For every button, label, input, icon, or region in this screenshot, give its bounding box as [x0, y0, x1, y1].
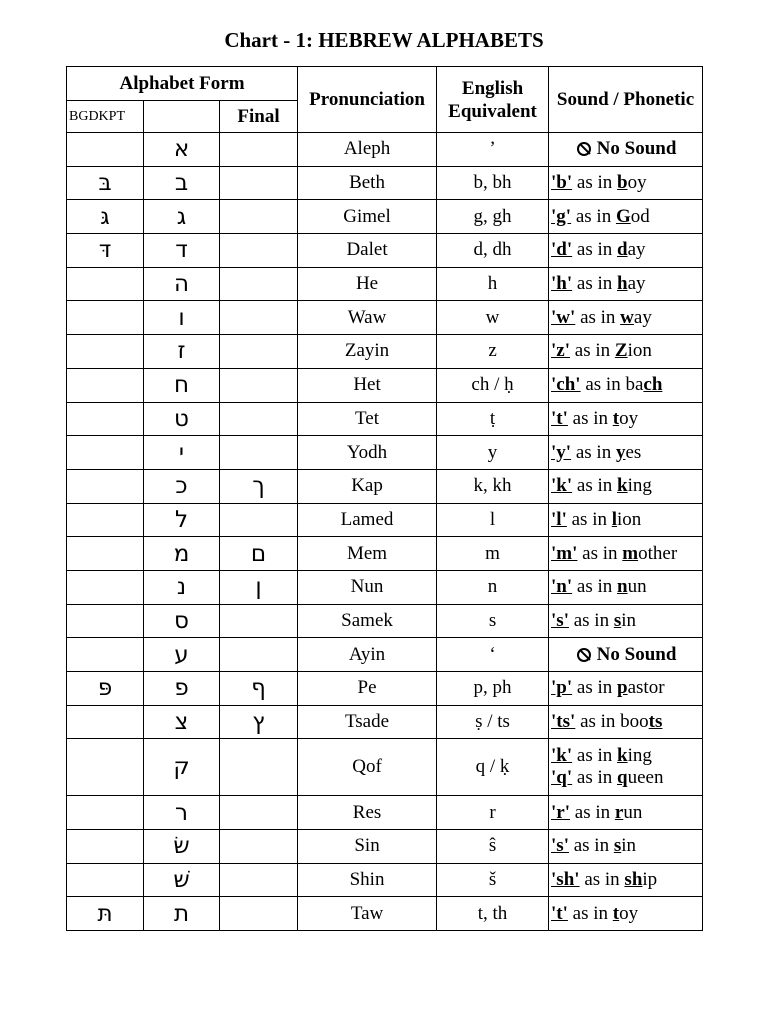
sound-cell	[549, 234, 703, 268]
sound-segment: ay	[627, 273, 646, 295]
final-cell: ך	[220, 469, 298, 503]
bgdkpt-cell	[67, 604, 144, 638]
sound-segment: es	[625, 441, 642, 463]
table-row	[67, 166, 703, 200]
table-row	[67, 301, 703, 335]
final-cell	[220, 335, 298, 369]
page-title: Chart - 1: HEBREW ALPHABETS	[224, 28, 544, 52]
sound-cell	[549, 166, 703, 200]
letter-cell: ר	[144, 796, 220, 830]
sound-segment: t	[612, 902, 620, 924]
table-row	[67, 234, 703, 268]
pronunciation-cell: Mem	[298, 537, 437, 571]
table-row	[67, 436, 703, 470]
sound-segment: as in	[567, 902, 613, 924]
sound-cell	[549, 830, 703, 864]
final-cell	[220, 133, 298, 167]
table-row	[67, 402, 703, 436]
bgdkpt-cell	[67, 469, 144, 503]
sound-segment: un	[627, 576, 647, 598]
sound-segment: w	[620, 306, 634, 328]
sound-segment: ing	[627, 745, 652, 767]
letter-cell: כ	[144, 469, 220, 503]
bgdkpt-cell	[67, 796, 144, 830]
table-row	[67, 200, 703, 234]
sound-line	[551, 610, 702, 632]
letter-cell: נ	[144, 570, 220, 604]
sound-segment: in	[621, 609, 637, 631]
final-cell	[220, 897, 298, 931]
final-cell: ם	[220, 537, 298, 571]
table-row	[67, 133, 703, 167]
pronunciation-cell: Beth	[298, 166, 437, 200]
sound-segment: as in	[579, 869, 625, 891]
table-row	[67, 830, 703, 864]
final-cell: ץ	[220, 705, 298, 739]
sound-segment: as in	[572, 239, 618, 261]
sound-line	[551, 442, 702, 464]
final-cell	[220, 166, 298, 200]
letter-cell: ל	[144, 503, 220, 537]
bgdkpt-cell: תּ	[67, 897, 144, 931]
final-cell	[220, 604, 298, 638]
pronunciation-cell: Samek	[298, 604, 437, 638]
sound-line	[551, 677, 702, 699]
bgdkpt-cell	[67, 705, 144, 739]
english-equivalent-cell: p, ph	[437, 672, 549, 706]
sound-segment: 'p'	[551, 677, 573, 699]
pronunciation-cell: Gimel	[298, 200, 437, 234]
sound-line	[551, 711, 702, 733]
bgdkpt-cell: דּ	[67, 234, 144, 268]
pronunciation-cell: Qof	[298, 739, 437, 796]
letter-cell: שׁ	[144, 863, 220, 897]
sound-segment: 'z'	[551, 340, 571, 362]
final-cell	[220, 796, 298, 830]
sound-segment: s	[613, 609, 622, 631]
sound-segment: as in	[572, 677, 618, 699]
sound-cell	[549, 897, 703, 931]
sound-segment: r	[614, 801, 624, 823]
sound-segment: 'g'	[551, 205, 572, 227]
letter-cell: י	[144, 436, 220, 470]
sound-segment: 'b'	[551, 172, 573, 194]
english-equivalent-cell: ‘	[437, 638, 549, 672]
final-cell	[220, 830, 298, 864]
table-row	[67, 469, 703, 503]
sound-line	[551, 509, 702, 531]
letter-cell: מ	[144, 537, 220, 571]
sound-segment: in	[621, 835, 637, 857]
pronunciation-cell: He	[298, 267, 437, 301]
pronunciation-cell: Taw	[298, 897, 437, 931]
english-equivalent-cell: ŝ	[437, 830, 549, 864]
table-row	[67, 705, 703, 739]
english-equivalent-cell: s	[437, 604, 549, 638]
table-row	[67, 503, 703, 537]
table-row	[67, 638, 703, 672]
header-bgdkpt: BGDKPT	[67, 101, 144, 133]
bgdkpt-cell	[67, 503, 144, 537]
sound-segment: ay	[633, 306, 652, 328]
sound-segment: t	[612, 407, 620, 429]
letter-cell: ס	[144, 604, 220, 638]
bgdkpt-cell	[67, 739, 144, 796]
sound-segment: as in	[572, 745, 618, 767]
bgdkpt-cell: גּ	[67, 200, 144, 234]
sound-cell	[549, 503, 703, 537]
english-equivalent-cell: ṭ	[437, 402, 549, 436]
sound-line	[551, 374, 702, 396]
final-cell: ף	[220, 672, 298, 706]
sound-segment: ueen	[627, 767, 664, 789]
sound-segment: 'd'	[551, 239, 573, 261]
sound-line	[551, 576, 702, 598]
sound-segment: ion	[627, 340, 652, 362]
final-cell	[220, 267, 298, 301]
sound-segment: 'h'	[551, 273, 573, 295]
sound-segment: astor	[627, 677, 665, 699]
bgdkpt-cell	[67, 335, 144, 369]
pronunciation-cell: Sin	[298, 830, 437, 864]
table-row	[67, 739, 703, 796]
letter-cell: ת	[144, 897, 220, 931]
bgdkpt-cell	[67, 537, 144, 571]
sound-segment: as in	[570, 340, 615, 362]
bgdkpt-cell	[67, 436, 144, 470]
sound-segment: as in	[571, 205, 616, 227]
sound-segment: as in	[570, 801, 615, 823]
sound-segment: ts	[648, 711, 663, 733]
pronunciation-cell: Nun	[298, 570, 437, 604]
sound-segment: as in	[566, 508, 612, 530]
sound-line	[551, 475, 702, 497]
letter-cell: ב	[144, 166, 220, 200]
final-cell	[220, 638, 298, 672]
letter-cell: ק	[144, 739, 220, 796]
final-cell	[220, 368, 298, 402]
header-pronunciation: Pronunciation	[298, 67, 437, 133]
sound-segment: 'r'	[551, 801, 571, 823]
sound-segment: as in ba	[580, 374, 644, 396]
sound-cell	[549, 436, 703, 470]
sound-segment: ay	[627, 239, 646, 261]
table-row	[67, 863, 703, 897]
sound-segment: 's'	[551, 609, 569, 631]
pronunciation-cell: Dalet	[298, 234, 437, 268]
table-row	[67, 368, 703, 402]
sound-cell	[549, 796, 703, 830]
sound-segment: 'm'	[551, 542, 578, 564]
sound-segment: k	[617, 745, 628, 767]
sound-segment: 'k'	[551, 475, 573, 497]
bgdkpt-cell	[67, 570, 144, 604]
table-row	[67, 604, 703, 638]
bgdkpt-cell	[67, 402, 144, 436]
sound-segment: l	[611, 508, 618, 530]
bgdkpt-cell	[67, 830, 144, 864]
bgdkpt-cell	[67, 638, 144, 672]
sound-cell	[549, 301, 703, 335]
final-cell	[220, 234, 298, 268]
sound-line	[551, 340, 702, 362]
sound-segment: k	[617, 475, 628, 497]
english-equivalent-cell: š	[437, 863, 549, 897]
final-cell	[220, 739, 298, 796]
table-row	[67, 796, 703, 830]
sound-segment: as in	[572, 767, 618, 789]
sound-segment: as in	[572, 172, 618, 194]
table-row	[67, 672, 703, 706]
final-cell	[220, 503, 298, 537]
sound-segment: ch	[643, 374, 663, 396]
no-sound-label: No Sound	[596, 643, 677, 665]
english-equivalent-cell: l	[437, 503, 549, 537]
bgdkpt-cell	[67, 368, 144, 402]
sound-line	[551, 273, 702, 295]
english-equivalent-cell: k, kh	[437, 469, 549, 503]
sound-segment: as in	[572, 273, 618, 295]
header-blank	[144, 101, 220, 133]
sound-segment: ip	[642, 869, 658, 891]
english-equivalent-cell: t, th	[437, 897, 549, 931]
sound-segment: ing	[627, 475, 652, 497]
final-cell	[220, 863, 298, 897]
letter-cell: ו	[144, 301, 220, 335]
letter-cell: ה	[144, 267, 220, 301]
sound-cell	[549, 267, 703, 301]
pronunciation-cell: Zayin	[298, 335, 437, 369]
no-sound-label: No Sound	[596, 138, 677, 160]
sound-cell	[549, 368, 703, 402]
sound-segment: oy	[627, 172, 647, 194]
sound-line	[551, 903, 702, 925]
sound-segment: 's'	[551, 835, 569, 857]
pronunciation-cell: Aleph	[298, 133, 437, 167]
sound-line	[551, 206, 702, 228]
sound-segment: as in	[568, 609, 614, 631]
sound-cell	[549, 604, 703, 638]
sound-cell	[549, 739, 703, 796]
table-row	[67, 267, 703, 301]
letter-cell: ט	[144, 402, 220, 436]
sound-segment: 't'	[551, 407, 568, 429]
pronunciation-cell: Kap	[298, 469, 437, 503]
sound-segment: as in	[572, 475, 618, 497]
bgdkpt-cell	[67, 133, 144, 167]
english-equivalent-cell: m	[437, 537, 549, 571]
final-cell: ן	[220, 570, 298, 604]
sound-cell	[549, 537, 703, 571]
sound-segment: y	[615, 441, 626, 463]
sound-line	[551, 745, 702, 767]
english-equivalent-cell: r	[437, 796, 549, 830]
header-english-equivalent: English Equivalent	[437, 67, 549, 133]
no-sound-icon	[577, 648, 591, 662]
sound-segment: as in	[571, 441, 616, 463]
sound-segment: q	[617, 767, 628, 789]
final-cell	[220, 301, 298, 335]
hebrew-alphabet-table	[66, 66, 703, 931]
sound-line	[551, 408, 702, 430]
sound-cell	[549, 133, 703, 167]
english-equivalent-cell: h	[437, 267, 549, 301]
table-row	[67, 537, 703, 571]
letter-cell: שׂ	[144, 830, 220, 864]
english-equivalent-cell: q / ḳ	[437, 739, 549, 796]
sound-segment: G	[615, 205, 631, 227]
english-equivalent-cell: w	[437, 301, 549, 335]
sound-segment: s	[613, 835, 622, 857]
bgdkpt-cell	[67, 863, 144, 897]
sound-segment: sh	[624, 869, 643, 891]
sound-segment: b	[617, 172, 628, 194]
pronunciation-cell: Yodh	[298, 436, 437, 470]
sound-segment: as in	[577, 542, 623, 564]
sound-segment: 'ts'	[551, 711, 576, 733]
no-sound-icon	[577, 142, 591, 156]
bgdkpt-cell: בּ	[67, 166, 144, 200]
sound-segment: 'k'	[551, 745, 573, 767]
english-equivalent-cell: z	[437, 335, 549, 369]
sound-segment: 'q'	[551, 767, 573, 789]
english-equivalent-cell: ch / ḥ	[437, 368, 549, 402]
sound-line	[551, 307, 702, 329]
pronunciation-cell: Het	[298, 368, 437, 402]
sound-segment: as in	[575, 306, 621, 328]
sound-segment: un	[623, 801, 643, 823]
sound-segment: n	[617, 576, 628, 598]
final-cell	[220, 200, 298, 234]
sound-cell	[549, 672, 703, 706]
sound-segment: 'w'	[551, 306, 576, 328]
letter-cell: ע	[144, 638, 220, 672]
sound-segment: 'y'	[551, 441, 572, 463]
english-equivalent-cell: y	[437, 436, 549, 470]
sound-segment: 'ch'	[551, 374, 581, 396]
header-sound-phonetic: Sound / Phonetic	[549, 67, 703, 133]
sound-segment: 'l'	[551, 508, 567, 530]
english-equivalent-cell: g, gh	[437, 200, 549, 234]
sound-segment: Z	[614, 340, 628, 362]
sound-line	[551, 767, 702, 789]
pronunciation-cell: Pe	[298, 672, 437, 706]
sound-segment: oy	[619, 902, 639, 924]
sound-cell	[549, 705, 703, 739]
english-equivalent-cell: n	[437, 570, 549, 604]
pronunciation-cell: Lamed	[298, 503, 437, 537]
bgdkpt-cell: פּ	[67, 672, 144, 706]
letter-cell: ד	[144, 234, 220, 268]
sound-segment: p	[617, 677, 628, 699]
sound-line	[551, 172, 702, 194]
pronunciation-cell: Waw	[298, 301, 437, 335]
english-equivalent-cell: ’	[437, 133, 549, 167]
sound-segment: od	[630, 205, 650, 227]
sound-line	[551, 802, 702, 824]
letter-cell: ז	[144, 335, 220, 369]
header-row-1	[67, 67, 703, 101]
sound-segment: other	[638, 542, 678, 564]
sound-segment: oy	[619, 407, 639, 429]
table-row	[67, 570, 703, 604]
sound-line	[551, 835, 702, 857]
letter-cell: א	[144, 133, 220, 167]
pronunciation-cell: Tsade	[298, 705, 437, 739]
sound-segment: as in boo	[575, 711, 649, 733]
sound-cell	[549, 335, 703, 369]
english-equivalent-cell: b, bh	[437, 166, 549, 200]
sound-line	[551, 239, 702, 261]
sound-segment: as in	[567, 407, 613, 429]
table-row	[67, 335, 703, 369]
sound-line	[551, 543, 702, 565]
sound-segment: as in	[572, 576, 618, 598]
letter-cell: פ	[144, 672, 220, 706]
english-equivalent-cell: d, dh	[437, 234, 549, 268]
sound-segment: m	[622, 542, 639, 564]
header-alphabet-form: Alphabet Form	[67, 67, 298, 101]
sound-cell	[549, 570, 703, 604]
sound-line	[551, 869, 702, 891]
sound-segment: d	[617, 239, 628, 261]
sound-segment: 'n'	[551, 576, 573, 598]
sound-cell	[549, 402, 703, 436]
sound-cell	[549, 863, 703, 897]
letter-cell: ג	[144, 200, 220, 234]
sound-cell	[549, 469, 703, 503]
sound-segment: 't'	[551, 902, 568, 924]
pronunciation-cell: Shin	[298, 863, 437, 897]
letter-cell: ח	[144, 368, 220, 402]
sound-cell	[549, 200, 703, 234]
sound-segment: ion	[617, 508, 642, 530]
final-cell	[220, 436, 298, 470]
sound-segment: h	[617, 273, 628, 295]
sound-segment: 'sh'	[551, 869, 580, 891]
english-equivalent-cell: ṣ / ts	[437, 705, 549, 739]
header-final: Final	[220, 101, 298, 133]
letter-cell: צ	[144, 705, 220, 739]
pronunciation-cell: Res	[298, 796, 437, 830]
sound-cell	[549, 638, 703, 672]
bgdkpt-cell	[67, 267, 144, 301]
sound-segment: as in	[568, 835, 614, 857]
pronunciation-cell: Ayin	[298, 638, 437, 672]
final-cell	[220, 402, 298, 436]
pronunciation-cell: Tet	[298, 402, 437, 436]
table-row	[67, 897, 703, 931]
bgdkpt-cell	[67, 301, 144, 335]
